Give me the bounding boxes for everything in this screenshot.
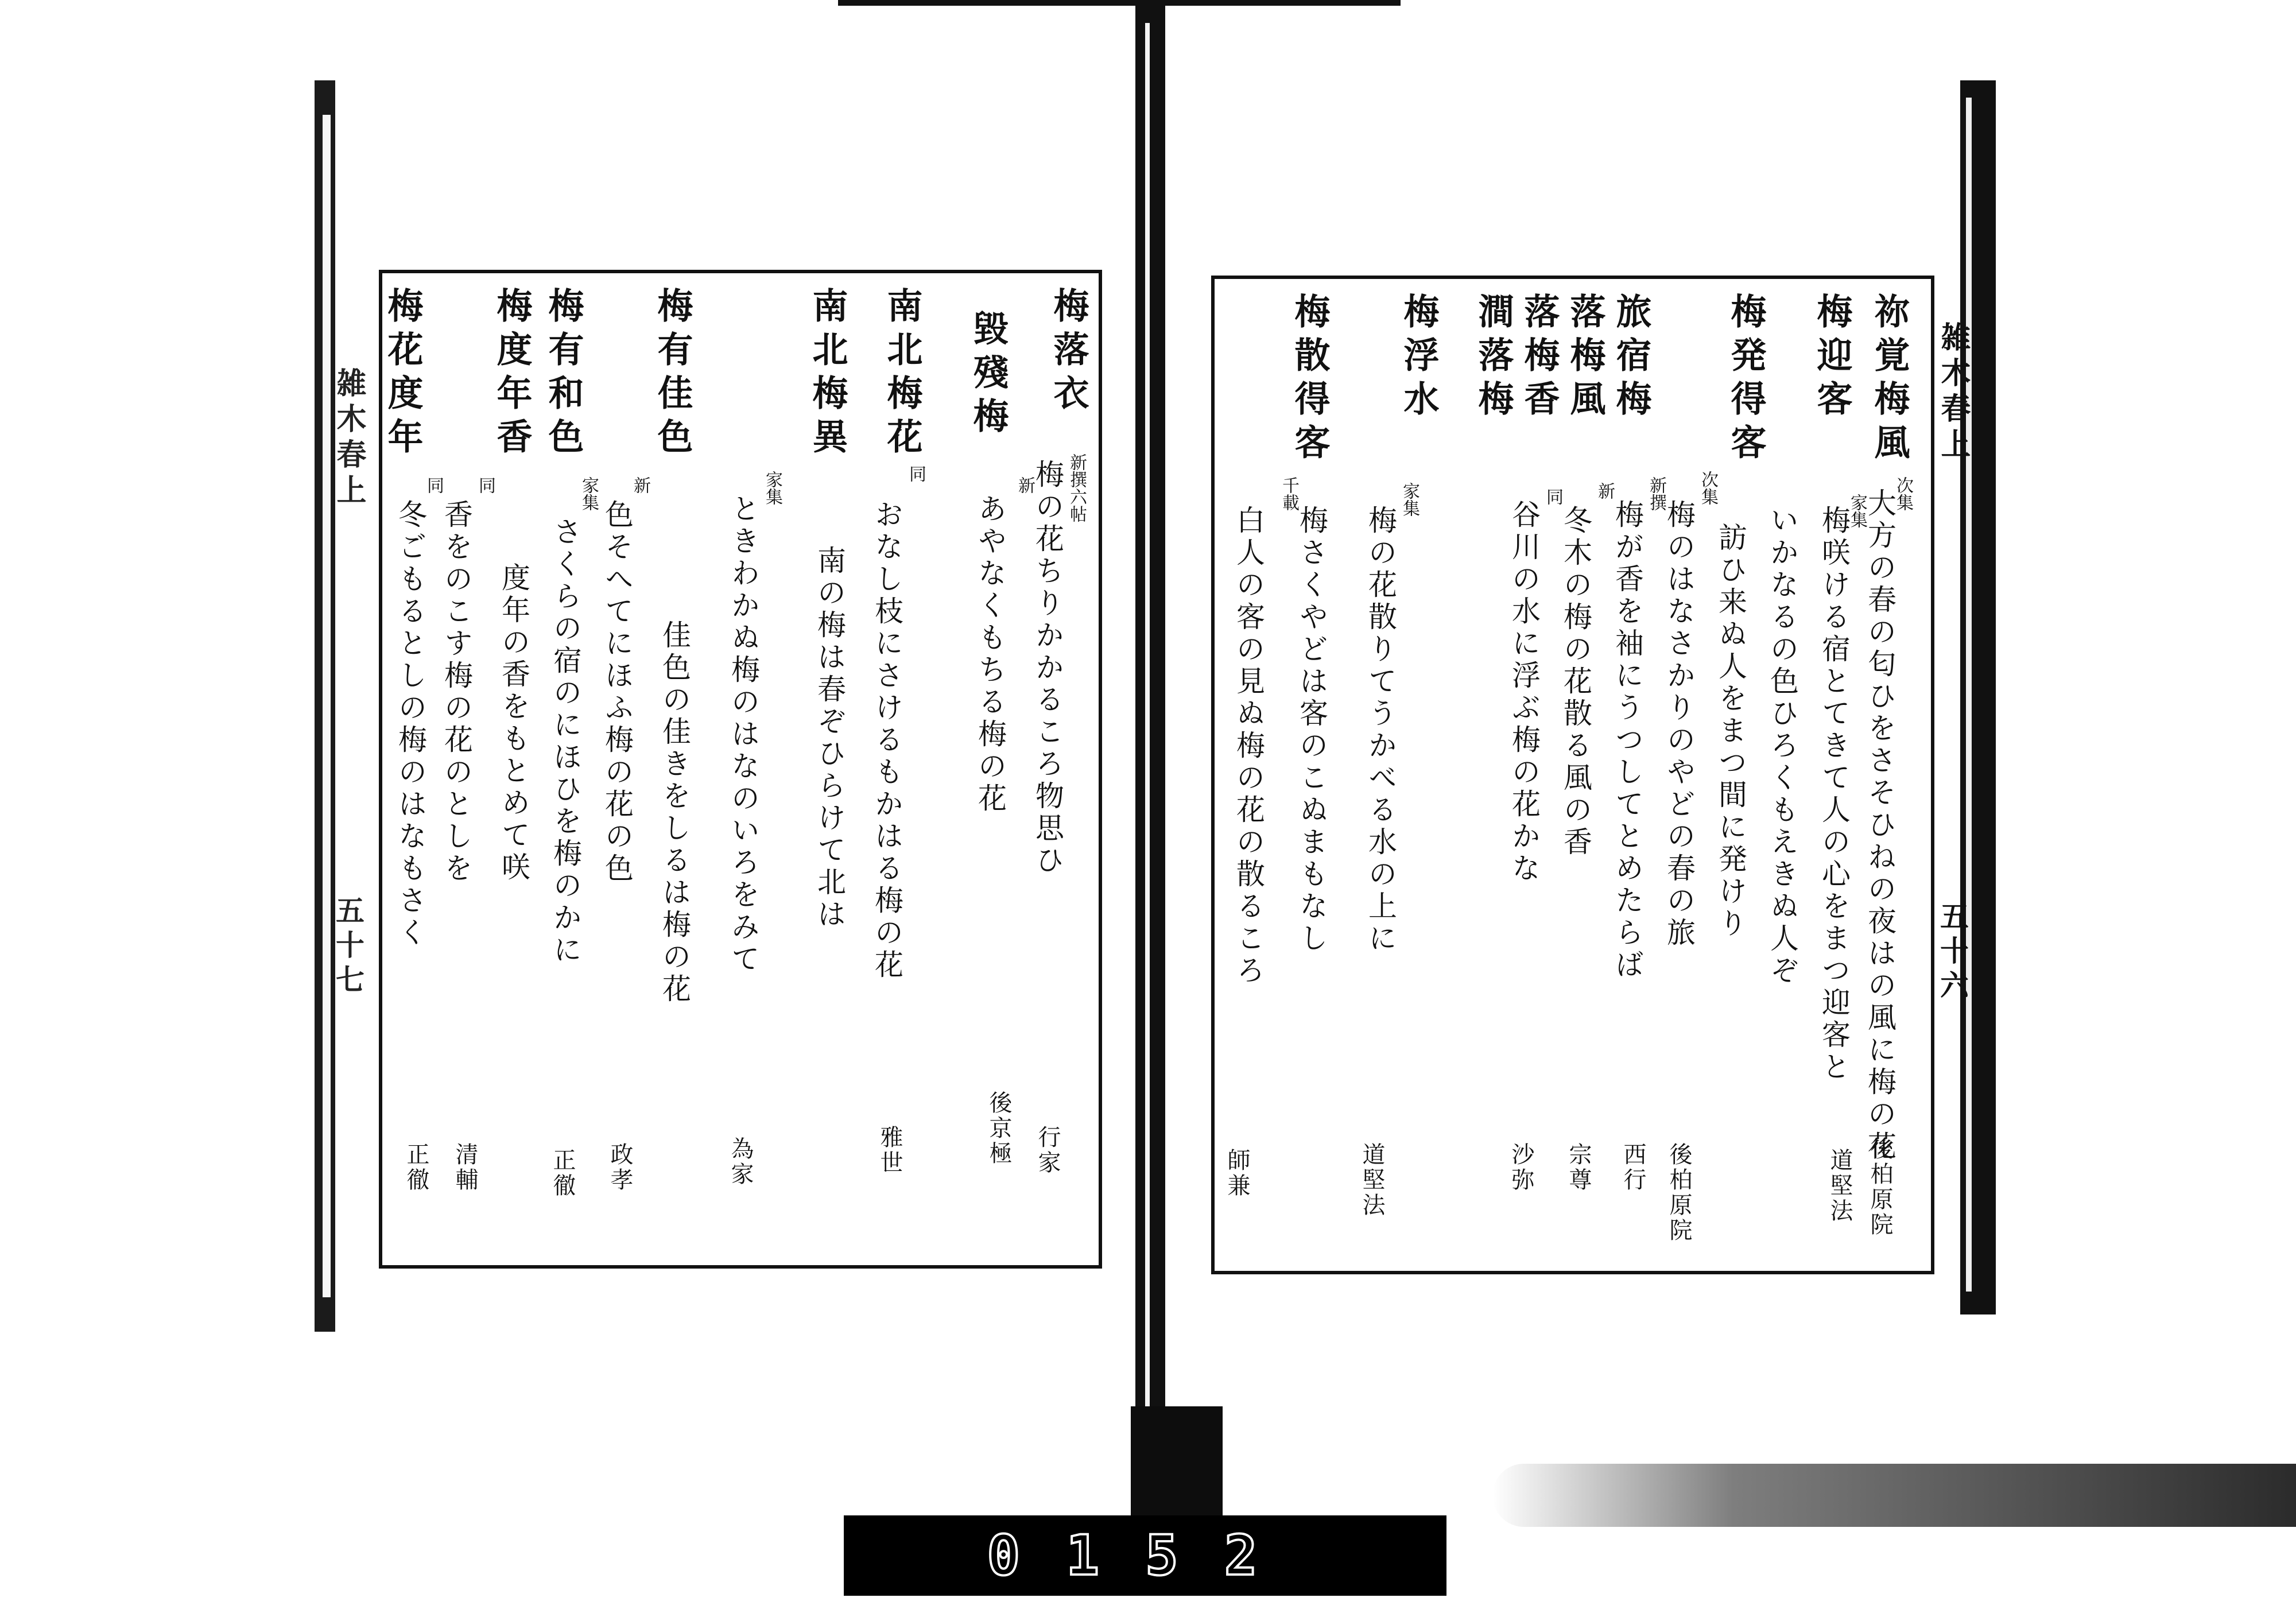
- left-page-header: 雑木春上: [331, 367, 366, 510]
- right-entry-2-author: 道堅法: [1826, 1148, 1853, 1224]
- right-entry-8-text: 谷川の水に浮ぶ梅の花かな: [1507, 499, 1541, 885]
- right-entry-6-text: 梅が香を袖にうつしてとめたらば: [1611, 499, 1644, 982]
- right-entry-5-text: 梅のはなさかりのやどの春の旅: [1662, 499, 1696, 949]
- right-entry-5-author: 後柏原院: [1666, 1142, 1692, 1243]
- right-title-2: 梅迎客: [1811, 293, 1853, 424]
- left-entry-8-note: 家集: [579, 476, 599, 511]
- right-title-5: 落梅風: [1564, 293, 1606, 424]
- left-entry-2-note: 新: [1015, 476, 1035, 494]
- archive-stamp-number: 0152: [987, 1523, 1304, 1588]
- right-entry-4-text: 訪ひ来ぬ人をまつ間に発けり: [1714, 522, 1747, 940]
- left-entry-5-text: ときわかぬ梅のはなのいろをみて: [727, 494, 760, 976]
- right-title-9: 梅散得客: [1289, 293, 1331, 467]
- left-entry-10-text: 香をのこす梅の花のとしを: [440, 499, 473, 885]
- left-entry-8-author: 正徹: [549, 1148, 576, 1199]
- left-title-6: 梅有和色: [542, 287, 584, 462]
- right-title-3: 梅発得客: [1725, 293, 1767, 467]
- right-entry-2-note: 家集: [1847, 494, 1867, 528]
- left-entry-3-text: おなし枝にさけるもかはる梅の花: [870, 499, 903, 982]
- right-entry-1-text: 大方の春の匂ひをさそひねの夜はの風に梅の花: [1863, 488, 1896, 1163]
- left-entry-3-author: 雅世: [876, 1125, 903, 1176]
- left-title-1: 梅落衣: [1048, 287, 1089, 418]
- left-entry-7-text: 色そへてにほふ梅の花の色: [600, 499, 634, 885]
- left-entry-1-note: 新撰六帖: [1066, 453, 1087, 522]
- archive-stamp-number-wrap: [850, 1524, 1441, 1587]
- left-entry-2-text: あやなくもちる梅の花: [974, 494, 1007, 815]
- right-entry-8-author: 沙弥: [1508, 1142, 1534, 1193]
- right-entry-9-text: 梅の花散りてうかべる水の上に: [1364, 505, 1397, 955]
- left-title-3: 南北梅花: [881, 287, 923, 462]
- left-title-7: 梅度年香: [491, 287, 533, 462]
- right-entry-10-text: 梅さくやどは客のこぬまもなし: [1295, 505, 1328, 955]
- right-page-header: 雑木春上: [1936, 321, 1971, 464]
- left-entry-11-note: 同: [424, 476, 444, 494]
- scan-smudge: [1492, 1464, 2296, 1527]
- right-title-7: 澗落梅: [1472, 293, 1514, 424]
- left-title-2: 毀殘梅: [967, 310, 1009, 441]
- right-page-edge-highlight: [1966, 98, 1972, 1292]
- book-gutter: [1135, 0, 1165, 1550]
- right-entry-11-text: 白人の客の見ぬ梅の花の散るころ: [1232, 505, 1265, 987]
- right-title-1: 祢覚梅風: [1868, 293, 1910, 467]
- book-gutter-highlight: [1145, 23, 1150, 1487]
- right-title-8: 梅浮水: [1398, 293, 1440, 424]
- left-entry-5-note: 家集: [762, 471, 782, 505]
- left-entry-6-text: 佳色の佳きをしるは梅の花: [658, 620, 691, 1006]
- top-strip: [838, 0, 1401, 6]
- right-entry-6-note: 新撰: [1646, 476, 1666, 511]
- left-entry-3-note: 同: [906, 465, 926, 482]
- left-title-8: 梅花度年: [382, 287, 424, 462]
- right-entry-9-note: 家集: [1399, 482, 1420, 517]
- right-entry-7-author: 宗尊: [1565, 1142, 1592, 1193]
- left-entry-4-text: 南の梅は春ぞひらけて北は: [813, 545, 846, 931]
- left-entry-1-text: 梅の花ちりかかるころ物思ひ: [1031, 459, 1064, 877]
- left-entry-5-author: 為家: [727, 1137, 754, 1187]
- left-page-edge-highlight: [323, 115, 331, 1297]
- left-entry-11-text: 冬ごもるとしの梅のはなもさく: [394, 499, 427, 949]
- left-entry-10-note: 同: [475, 476, 495, 494]
- right-entry-7-text: 冬木の梅の花散る風の香: [1559, 505, 1592, 859]
- left-entry-9-text: 度年の香をもとめて咲: [497, 563, 530, 884]
- right-entry-3-text: いかなるの色ひろくもえきぬ人ぞ: [1766, 505, 1799, 987]
- left-entry-7-note: 新: [630, 476, 650, 494]
- right-page-folio: 五十六: [1936, 901, 1969, 1005]
- left-entry-2-author: 後京極: [986, 1091, 1012, 1166]
- right-title-6: 落梅香: [1518, 293, 1560, 424]
- right-entry-10-note: 千載: [1279, 476, 1299, 511]
- right-entry-10-author: 師兼: [1224, 1148, 1250, 1199]
- left-title-5: 梅有佳色: [651, 287, 693, 462]
- right-entry-1-note: 次集: [1893, 476, 1913, 511]
- left-title-4: 南北梅異: [806, 287, 848, 462]
- right-entry-9-author: 道堅法: [1359, 1142, 1385, 1218]
- right-entry-2-text: 梅咲ける宿とてきて人の心をまつ迎客と: [1817, 505, 1851, 1084]
- left-entry-10-author: 清輔: [452, 1142, 478, 1193]
- right-title-4: 旅宿梅: [1610, 293, 1652, 424]
- left-entry-11-author: 正徹: [403, 1142, 429, 1193]
- left-entry-8-text: さくらの宿のにほひを梅のかに: [549, 517, 582, 967]
- right-entry-5-note: 次集: [1698, 471, 1718, 505]
- left-entry-1-author: 行家: [1034, 1125, 1061, 1176]
- right-entry-8-note: 同: [1543, 488, 1563, 505]
- right-entry-1-author: 後柏原院: [1867, 1137, 1893, 1238]
- left-page-folio: 五十七: [331, 895, 365, 999]
- right-entry-6-author: 西行: [1620, 1142, 1646, 1193]
- right-entry-7-note: 新: [1595, 482, 1615, 499]
- left-entry-7-author: 政孝: [607, 1142, 633, 1193]
